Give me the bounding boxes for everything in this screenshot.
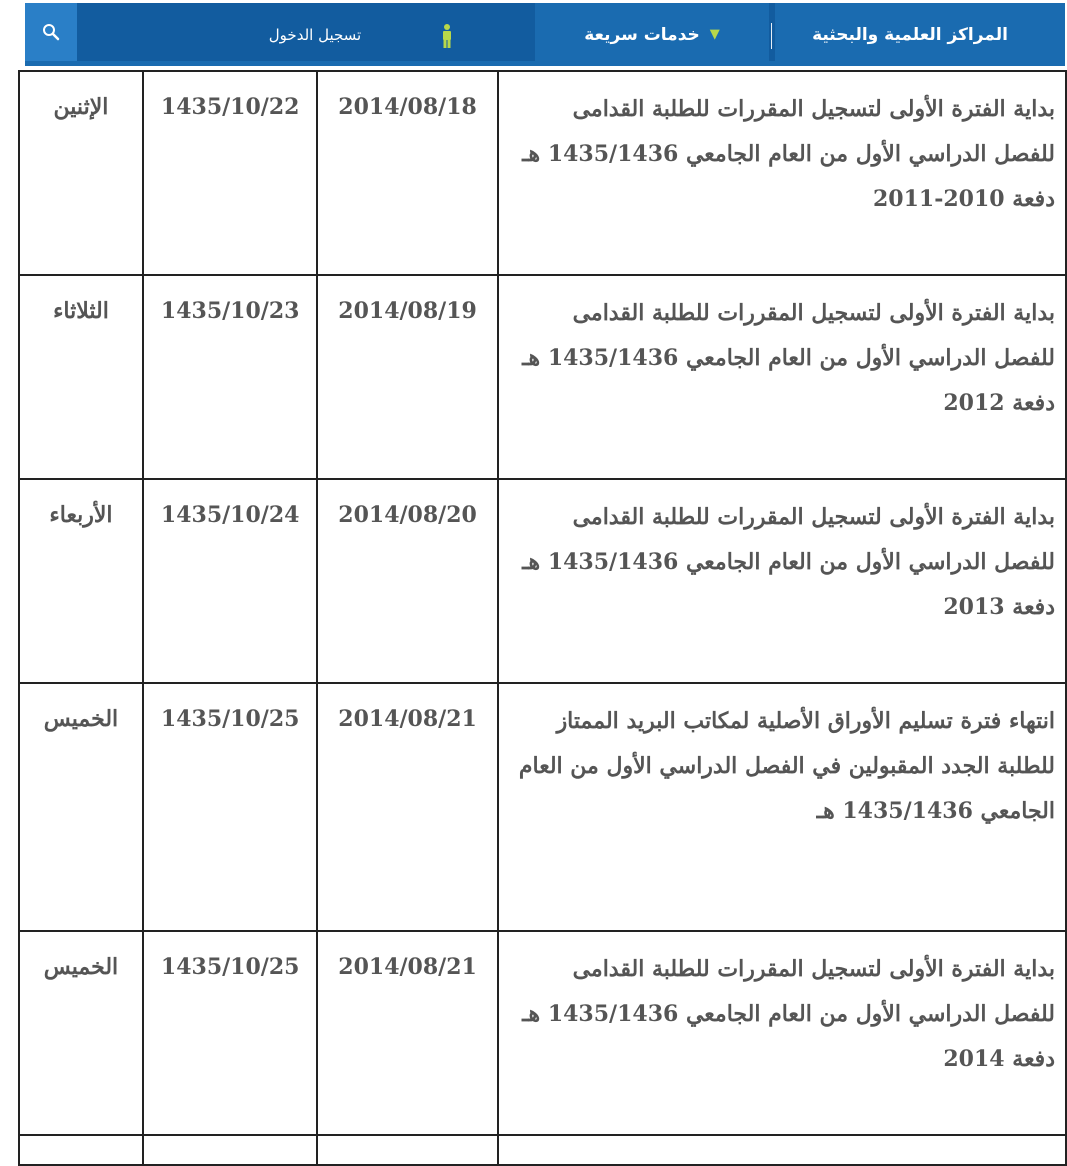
- gregorian-date-cell: [317, 1135, 497, 1165]
- event-cell: بداية الفترة الأولى لتسجيل المقررات للطلبة القدامى للفصل الدراسي الأول من العام الجامعي 1435/1436 هـ دفعة 2012: [498, 275, 1066, 479]
- table-row: [19, 931, 1066, 1135]
- hijri-date-cell: 1435/10/22: [143, 71, 318, 275]
- table-row: [19, 479, 1066, 683]
- caret-down-icon: ▼: [709, 27, 720, 42]
- table-row: [19, 1135, 1066, 1165]
- table-row: [19, 275, 1066, 479]
- event-cell: بداية الفترة الأولى لتسجيل المقررات للطلبة القدامى للفصل الدراسي الأول من العام الجامعي 1435/1436 هـ دفعة 2010-2011: [498, 71, 1066, 275]
- event-cell: انتهاء فترة تسليم الأوراق الأصلية لمكاتب البريد الممتاز للطلبة الجدد المقبولين في الفصل الدراسي الأول من العام الجامعي 1435/1436 هـ: [498, 683, 1066, 931]
- nav-quick-services-label: خدمات سريعة: [584, 24, 700, 45]
- gregorian-date-cell: 2014/08/20: [317, 479, 497, 683]
- day-cell: الإثنين: [19, 71, 143, 275]
- nav-login[interactable]: [185, 3, 445, 66]
- hijri-date-cell: [143, 1135, 318, 1165]
- gregorian-date-cell: 2014/08/18: [317, 71, 497, 275]
- gregorian-date-cell: 2014/08/21: [317, 683, 497, 931]
- event-cell: بداية الفترة الأولى لتسجيل المقررات للطلبة القدامى للفصل الدراسي الأول من العام الجامعي 1435/1436 هـ دفعة 2013: [498, 479, 1066, 683]
- top-navbar: [25, 3, 1065, 66]
- day-cell: الأربعاء: [19, 479, 143, 683]
- search-icon: [42, 23, 60, 41]
- gregorian-date-cell: 2014/08/19: [317, 275, 497, 479]
- table-row: [19, 683, 1066, 931]
- nav-login-label: تسجيل الدخول: [268, 25, 362, 44]
- hijri-date-cell: 1435/10/23: [143, 275, 318, 479]
- search-button[interactable]: [25, 3, 77, 61]
- hijri-date-cell: 1435/10/25: [143, 683, 318, 931]
- hijri-date-cell: 1435/10/24: [143, 479, 318, 683]
- nav-separator: [771, 23, 772, 49]
- day-cell: [19, 1135, 143, 1165]
- nav-research-centers-label: المراكز العلمية والبحثية: [812, 24, 1008, 45]
- hijri-date-cell: 1435/10/25: [143, 931, 318, 1135]
- day-cell: الخميس: [19, 931, 143, 1135]
- event-cell: بداية الفترة الأولى لتسجيل المقررات للطلبة القدامى للفصل الدراسي الأول من العام الجامعي 1435/1436 هـ دفعة 2014: [498, 931, 1066, 1135]
- gregorian-date-cell: 2014/08/21: [317, 931, 497, 1135]
- academic-calendar-table: [18, 70, 1067, 1166]
- nav-quick-services[interactable]: [535, 3, 769, 66]
- table-row: [19, 71, 1066, 275]
- event-cell: [498, 1135, 1066, 1165]
- page-edge: [0, 0, 25, 66]
- day-cell: الثلاثاء: [19, 275, 143, 479]
- day-cell: الخميس: [19, 683, 143, 931]
- nav-research-centers[interactable]: [775, 3, 1065, 66]
